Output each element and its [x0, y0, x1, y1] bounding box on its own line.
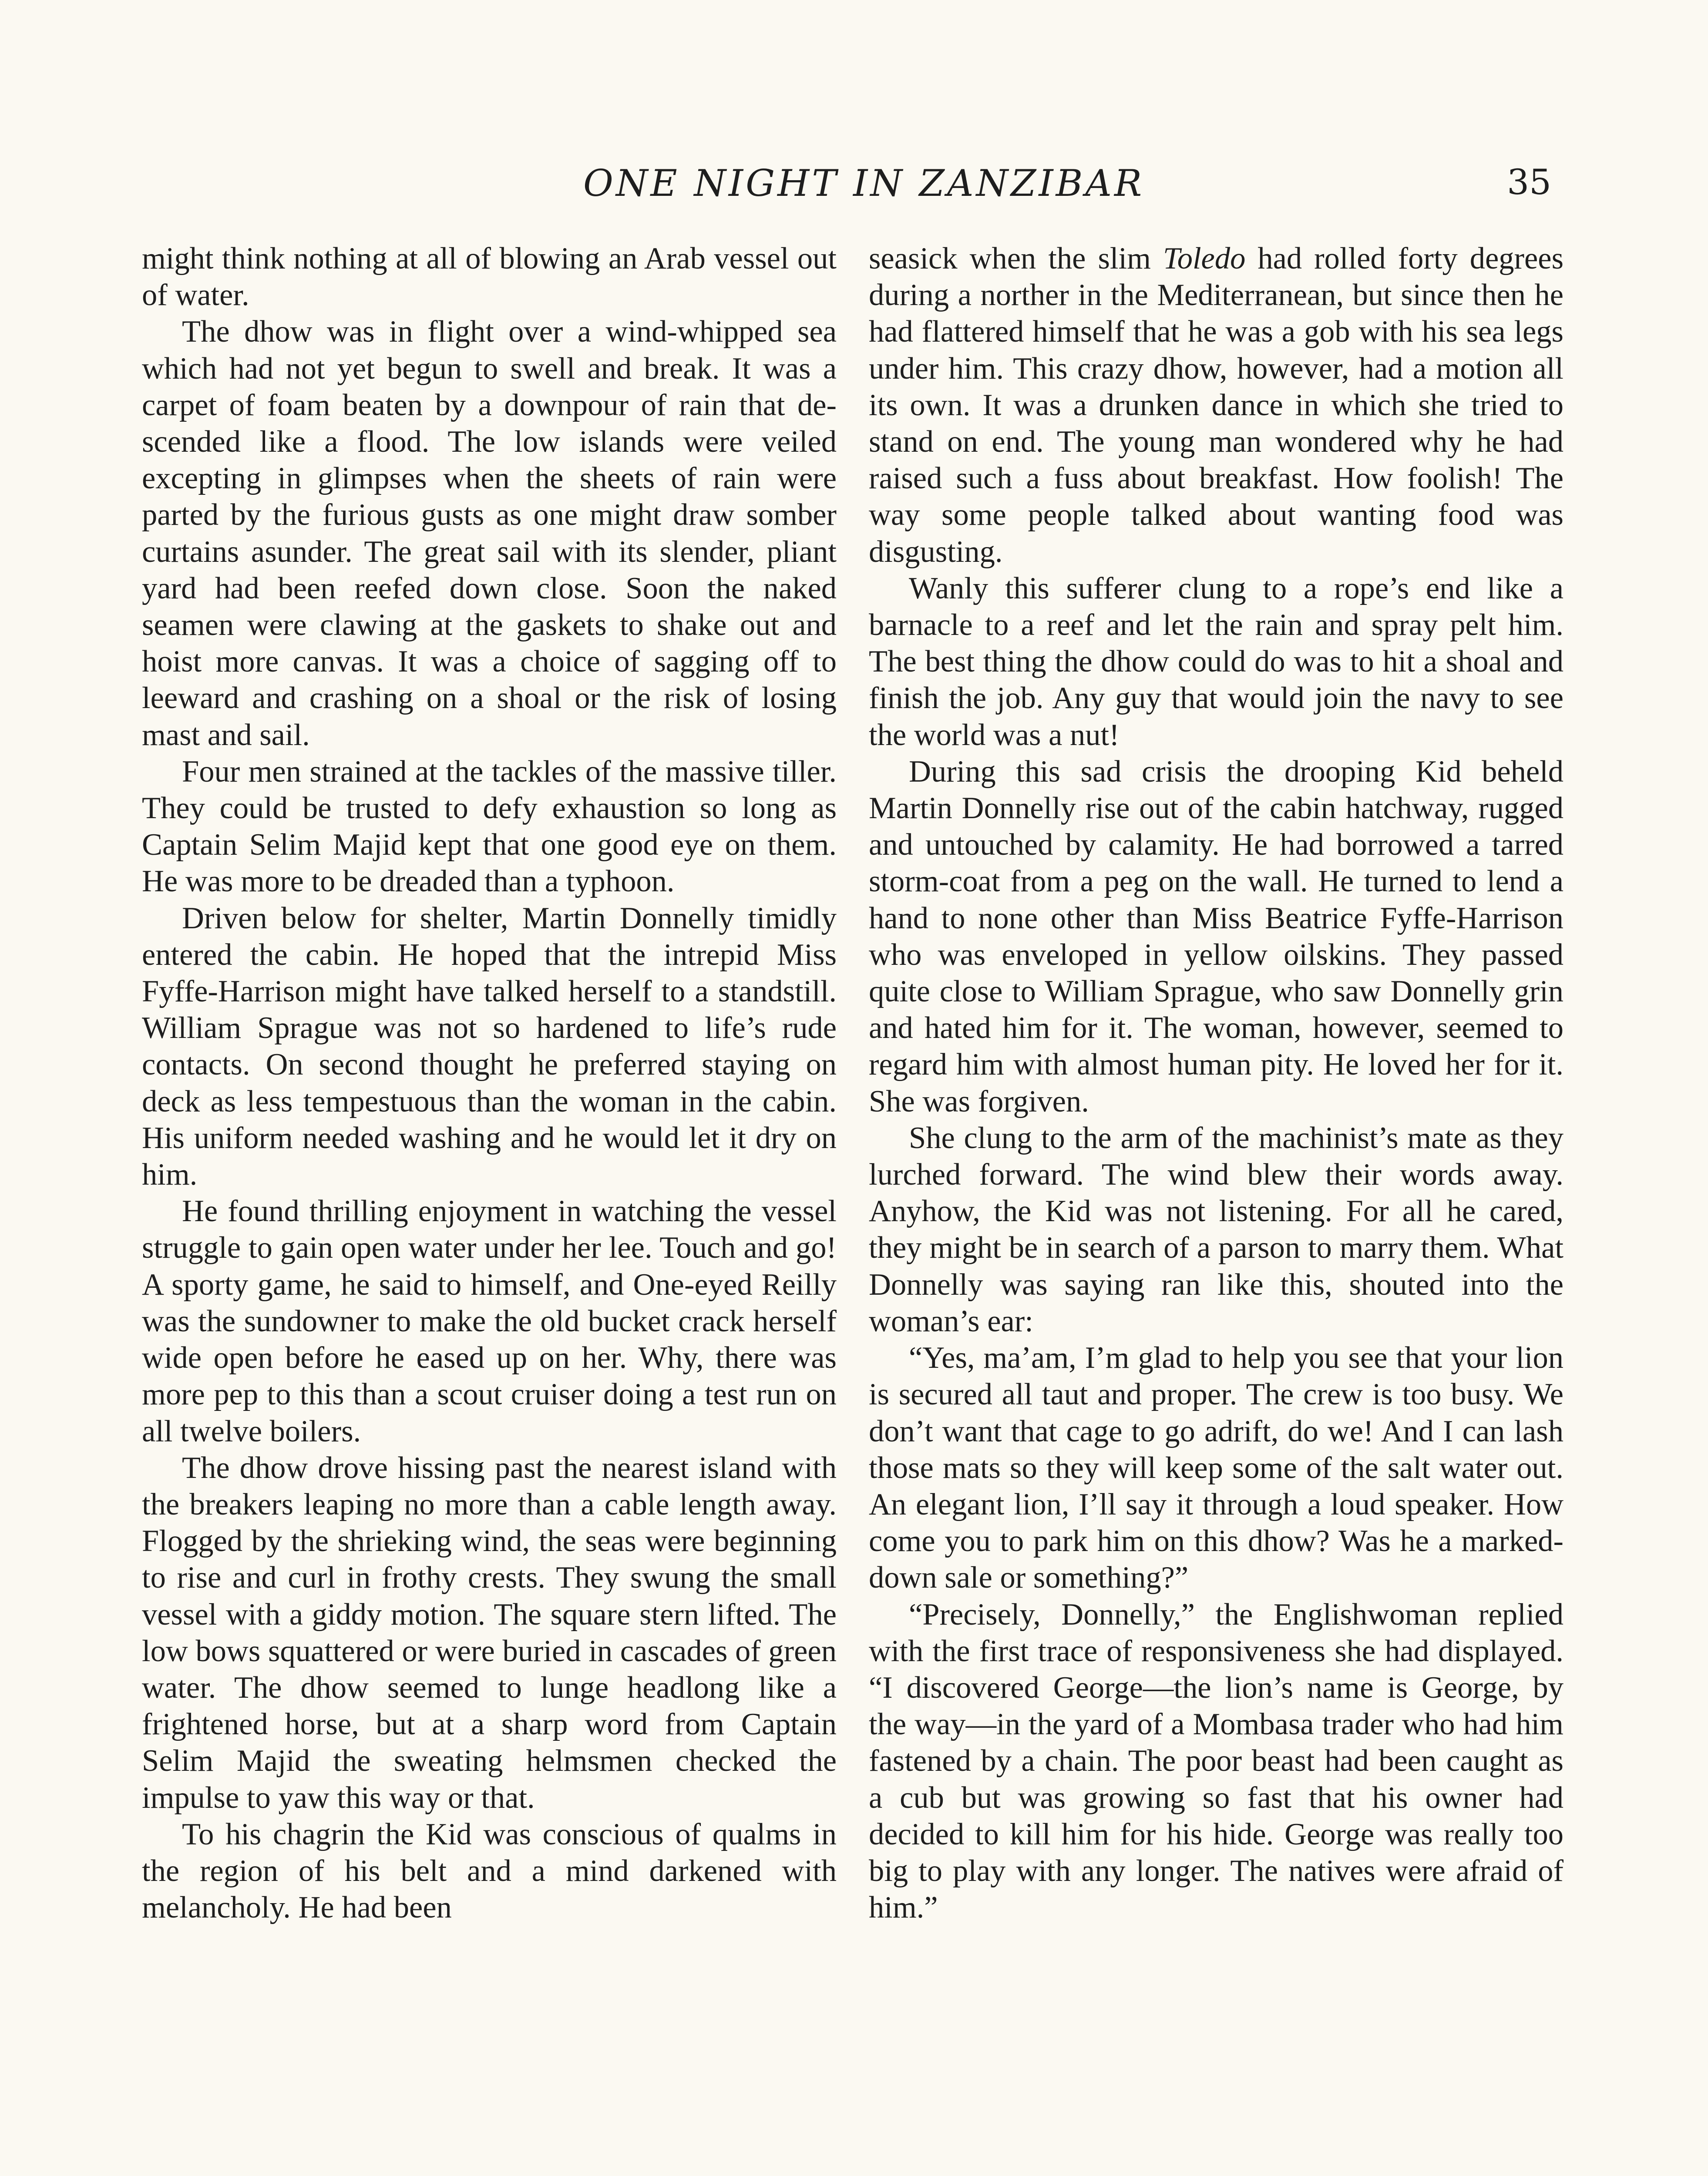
paragraph: He found thrilling enjoyment in watching the vessel struggle to gain open water under her lee. Touch and go! A sporty game, he said to himself, and One-eyed Reilly was the sundowner to make the old bucket crack herself wide open before he eased up on her. Why, there was more pep to this than a scout cruiser doing a test run on all twelve boilers.	[142, 1194, 837, 1448]
left-column	[142, 240, 837, 1926]
ship-name: Toledo	[1163, 242, 1246, 275]
paragraph: “Precisely, Donnelly,” the Englishwoman replied with the first trace of responsiveness she had displayed. “I discovered George—the lion’s name is George, by the way—in the yard of a Mombasa trader who had him fastened by a chain. The poor beast had been caught as a cub but was growing so fast that his owner had decided to kill him for his hide. George was really too big to play with any longer. The natives were afraid of him.”	[869, 1597, 1563, 1925]
paragraph: She clung to the arm of the machinist’s mate as they lurched forward. The wind blew their words away. Anyhow, the Kid was not listening. For all he cared, they might be in search of a parson to marry them. What Donnelly was saying ran like this, shouted into the woman’s ear:	[869, 1121, 1563, 1338]
page-number: 35	[1507, 162, 1551, 202]
paragraph: might think nothing at all of blowing an Arab vessel out of water.	[142, 242, 837, 312]
page-header	[0, 162, 1708, 214]
paragraph: seasick when the slim Toledo had rolled forty degrees during a norther in the Mediterranean, but since then he had flattered himself that he was a gob with his sea legs under him. This crazy dhow, however, had a motion all its own. It was a drunken dance in which she tried to stand on end. The young man wondered why he had raised such a fuss about breakfast. How foolish! The way some people talked about wanting food was disgusting.	[869, 242, 1563, 569]
paragraph: The dhow was in flight over a wind-whipped sea which had not yet begun to swell and break. It was a carpet of foam beaten by a downpour of rain that descended like a flood. The low islands were veiled excepting in glimpses when the sheets of rain were parted by the furious gusts as one might draw somber curtains asunder. The great sail with its slender, pliant yard had been reefed down close. Soon the naked seamen were clawing at the gaskets to shake out and hoist more canvas. It was a choice of sagging off to leeward and crashing on a shoal or the risk of losing mast and sail.	[142, 315, 837, 752]
paragraph: The dhow drove hissing past the nearest island with the breakers leaping no more than a cable length away. Flogged by the shrieking wind, the seas were beginning to rise and curl in frothy crests. They swung the small vessel with a giddy motion. The square stern lifted. The low bows squattered or were buried in cascades of green water. The dhow seemed to lunge headlong like a frightened horse, but at a sharp word from Captain Selim Majid the sweating helmsmen checked the impulse to yaw this way or that.	[142, 1451, 837, 1815]
paragraph: During this sad crisis the drooping Kid beheld Martin Donnelly rise out of the cabin hatchway, rugged and untouched by calamity. He had borrowed a tarred storm-coat from a peg on the wall. He turned to lend a hand to none other than Miss Beatrice Fyffe-Harrison who was enveloped in yellow oilskins. They passed quite close to William Sprague, who saw Donnelly grin and hated him for it. The woman, however, seemed to regard him with almost human pity. He loved her for it. She was forgiven.	[869, 754, 1563, 1118]
paragraph: “Yes, ma’am, I’m glad to help you see that your lion is secured all taut and proper. The crew is too busy. We don’t want that cage to go adrift, do we! And I can lash those mats so they will keep some of the salt water out. An elegant lion, I’ll say it through a loud speaker. How come you to park him on this dhow? Was he a marked-down sale or something?”	[869, 1341, 1563, 1595]
right-column	[869, 240, 1563, 1926]
running-title: ONE NIGHT IN ZANZIBAR	[583, 162, 1145, 205]
paragraph: Driven below for shelter, Martin Donnelly timidly entered the cabin. He hoped that the intrepid Miss Fyffe-Harrison might have talked herself to a standstill. William Sprague was not so hardened to life’s rude contacts. On second thought he preferred staying on deck as less tempestuous than the woman in the cabin. His uniform needed washing and he would let it dry on him.	[142, 901, 837, 1192]
paragraph: Four men strained at the tackles of the massive tiller. They could be trusted to defy exhaustion so long as Captain Selim Majid kept that one good eye on them. He was more to be dreaded than a typhoon.	[142, 754, 837, 899]
paragraph: Wanly this sufferer clung to a rope’s end like a barnacle to a reef and let the rain and spray pelt him. The best thing the dhow could do was to hit a shoal and finish the job. Any guy that would join the navy to see the world was a nut!	[869, 571, 1563, 752]
paragraph: To his chagrin the Kid was conscious of qualms in the region of his belt and a mind darkened with melancholy. He had been	[142, 1817, 837, 1925]
